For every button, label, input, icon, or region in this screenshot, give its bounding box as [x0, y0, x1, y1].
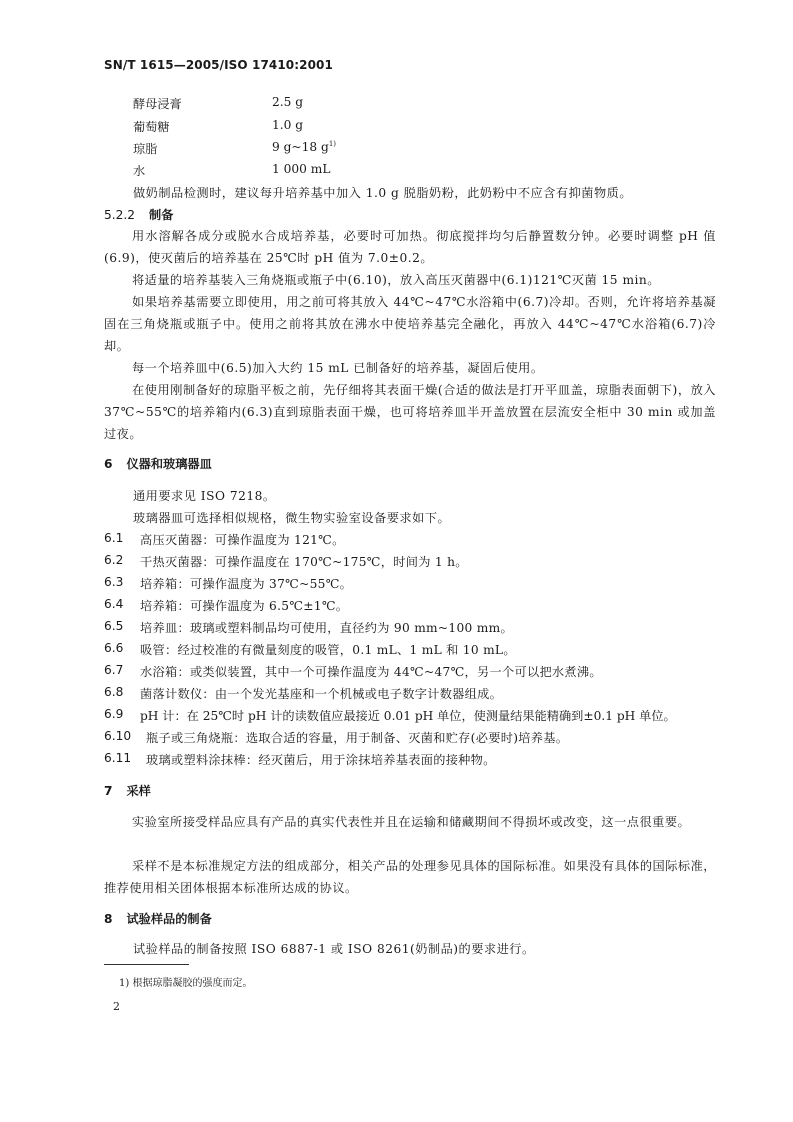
document-header: SN/T 1615—2005/ISO 17410:2001 — [104, 58, 333, 72]
ingredient-amount: 1 000 mL — [272, 162, 331, 176]
ingredient-amount: 1.0 g — [272, 118, 304, 132]
paragraph: 每一个培养皿中(6.5)加入大约 15 mL 已制备好的培养基，凝固后使用。 — [132, 361, 544, 375]
section-heading-7: 7 采样 — [104, 784, 151, 798]
paragraph: 将适量的培养基装入三角烧瓶或瓶子中(6.10)，放入高压灭菌器中(6.1)121℃灭菌 15 min。 — [132, 273, 660, 287]
dairy-note: 做奶制品检测时，建议每升培养基中加入 1.0 g 脱脂奶粉，此奶粉中不应含有抑菌物质。 — [133, 186, 633, 200]
paragraph: 采样不是本标准规定方法的组成部分，相关产品的处理参见具体的国际标准。如果没有具体的国际标准，推荐使用相关团体根据本标准所达成的协议。 — [104, 859, 716, 895]
ingredient-name: 琼脂 — [133, 142, 158, 156]
paragraph: 实验室所接受样品应具有产品的真实代表性并且在运输和储藏期间不得损坏或改变，这一点很重要。 — [132, 815, 691, 829]
page-number: 2 — [113, 1000, 120, 1013]
footnote: 1) 根据琼脂凝胶的强度而定。 — [119, 978, 253, 989]
ingredient-amount: 2.5 g — [272, 95, 304, 109]
ingredient-name: 水 — [133, 164, 146, 178]
ingredient-name: 葡萄糖 — [133, 120, 170, 134]
paragraph: 试验样品的制备按照 ISO 6887-1 或 ISO 8261(奶制品)的要求进行。 — [133, 942, 535, 956]
paragraph: 用水溶解各成分或脱水合成培养基，必要时可加热。彻底搅拌均匀后静置数分钟。必要时调整 pH 值(6.9)，使灭菌后的培养基在 25℃时 pH 值为 7.0±0.2。 — [104, 229, 716, 265]
ingredient-amount: 9 g~18 $g^{1)}$ — [272, 140, 337, 155]
paragraph: 通用要求见 ISO 7218。 — [133, 489, 276, 503]
paragraph: 在使用刚制备好的琼脂平板之前，先仔细将其表面干燥(合适的做法是打开平皿盖，琼脂表面朝下)，放入 37℃~55℃的培养箱内(6.3)直到琼脂表面干燥，也可将培养皿半开盖放置在层流安全柜中 30 min 或加盖过夜。 — [104, 383, 716, 441]
section-heading-5-2-2: 5.2.2 制备 — [104, 208, 174, 222]
section-heading-6: 6 仪器和玻璃器皿 — [104, 457, 212, 471]
section-heading-8: 8 试验样品的制备 — [104, 912, 212, 926]
ingredient-name: 酵母浸膏 — [133, 97, 182, 111]
paragraph: 玻璃器皿可选择相似规格，微生物实验室设备要求如下。 — [133, 511, 451, 525]
paragraph: 如果培养基需要立即使用，用之前可将其放入 44℃~47℃水浴箱中(6.7)冷却。否则，允许将培养基凝固在三角烧瓶或瓶子中。使用之前将其放在沸水中使培养基完全融化，再放入 44℃~47℃水浴箱(6.7)冷却。 — [104, 295, 716, 353]
footnote-ref: 1) — [328, 140, 337, 148]
footnote-divider — [104, 964, 189, 965]
